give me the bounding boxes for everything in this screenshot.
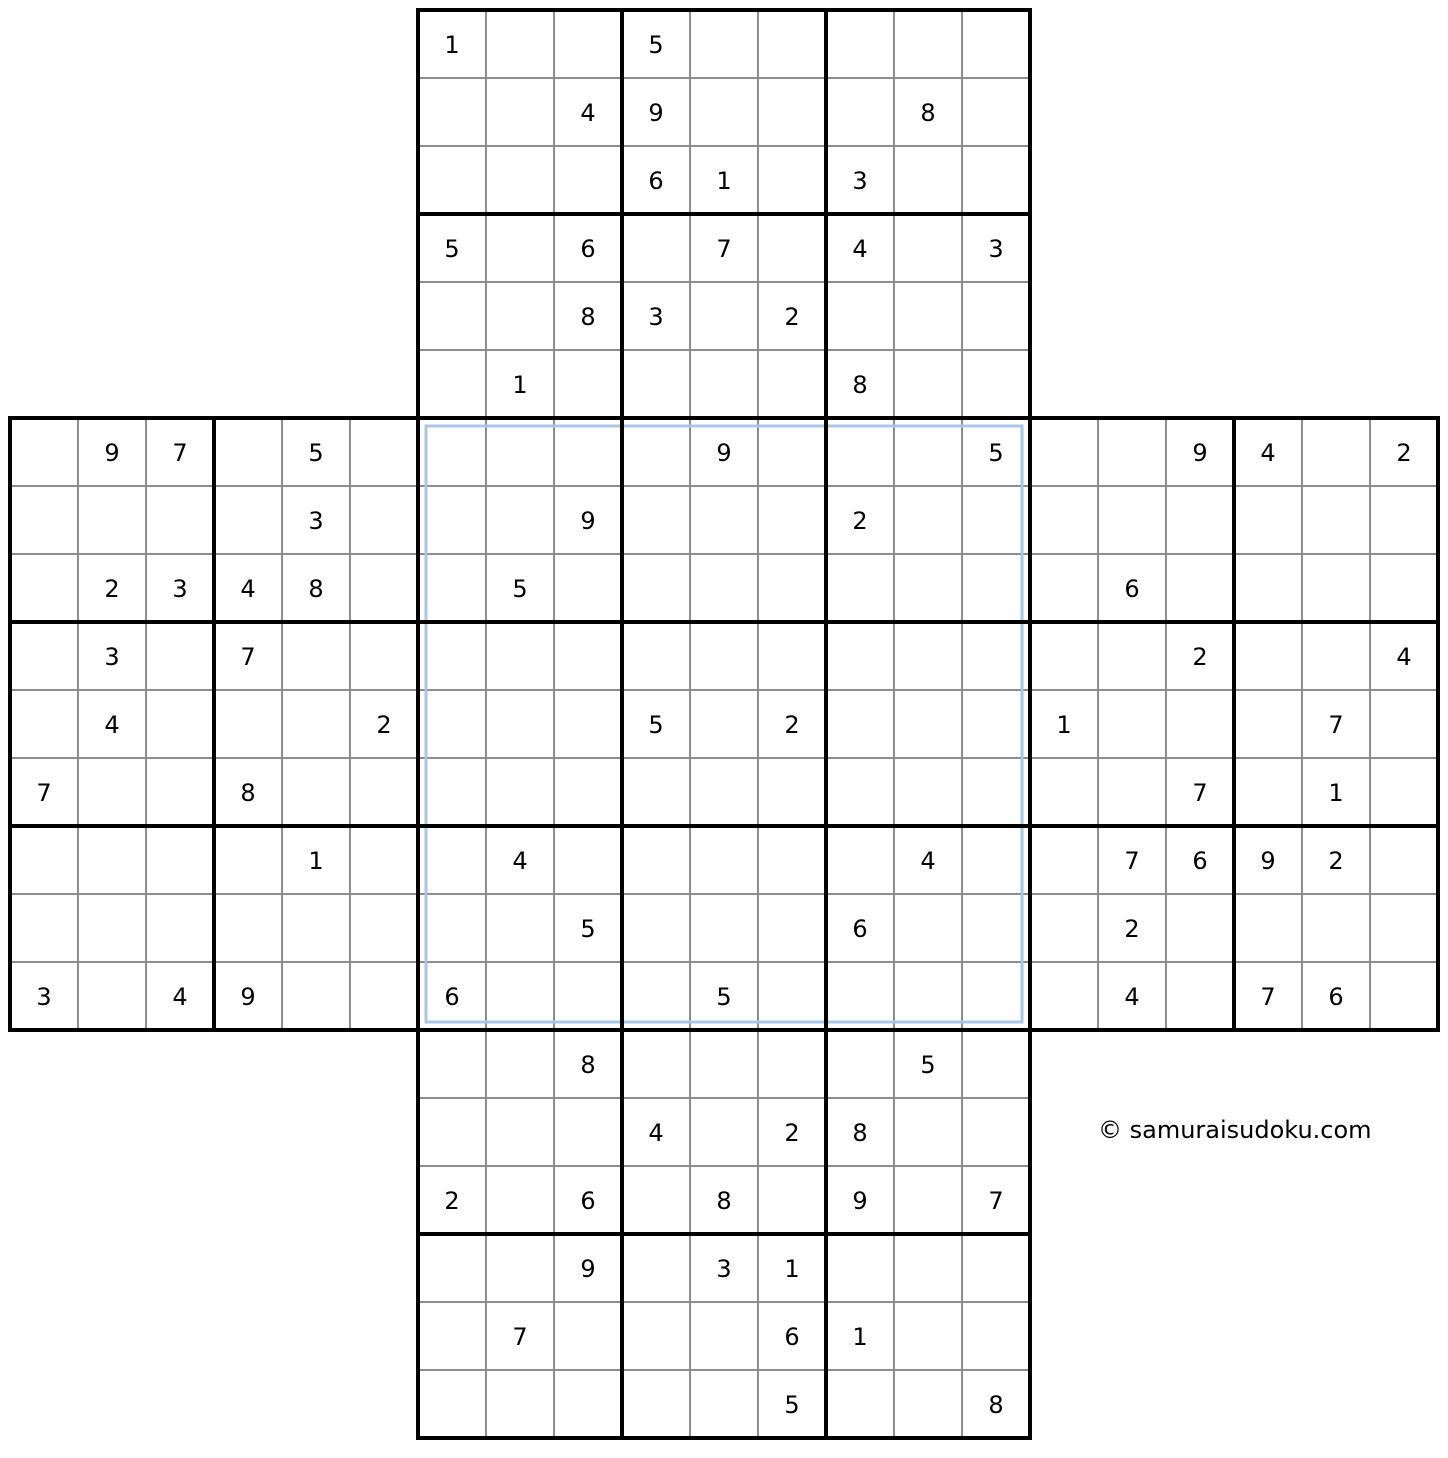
sudoku-cell[interactable]: [1030, 486, 1098, 554]
sudoku-cell[interactable]: [894, 758, 962, 826]
sudoku-cell[interactable]: [486, 486, 554, 554]
sudoku-cell[interactable]: [690, 690, 758, 758]
given-digit: 3: [104, 643, 120, 671]
sudoku-cell[interactable]: [962, 1098, 1030, 1166]
sudoku-cell[interactable]: [1234, 894, 1302, 962]
sudoku-cell[interactable]: [350, 418, 418, 486]
sudoku-cell[interactable]: [1370, 758, 1438, 826]
sudoku-cell[interactable]: [962, 554, 1030, 622]
sudoku-cell[interactable]: [826, 1234, 894, 1302]
sudoku-cell[interactable]: [1302, 894, 1370, 962]
given-digit: 5: [716, 983, 732, 1011]
sudoku-cell[interactable]: [1166, 962, 1234, 1030]
sudoku-cell[interactable]: [486, 1030, 554, 1098]
sudoku-cell[interactable]: [894, 622, 962, 690]
sudoku-cell[interactable]: [690, 78, 758, 146]
sudoku-cell[interactable]: [418, 282, 486, 350]
sudoku-cell[interactable]: [418, 418, 486, 486]
sudoku-cell[interactable]: [962, 146, 1030, 214]
sudoku-cell[interactable]: [146, 826, 214, 894]
given-digit: 6: [852, 915, 868, 943]
given-digit: 9: [852, 1187, 868, 1215]
given-digit: 2: [1396, 439, 1412, 467]
sudoku-cell[interactable]: [690, 486, 758, 554]
sudoku-cell[interactable]: [690, 1370, 758, 1438]
sudoku-cell[interactable]: [622, 758, 690, 826]
sudoku-cell[interactable]: [758, 10, 826, 78]
sudoku-cell[interactable]: [350, 758, 418, 826]
given-digit: 3: [716, 1255, 732, 1283]
sudoku-cell[interactable]: [826, 690, 894, 758]
sudoku-cell[interactable]: [962, 1234, 1030, 1302]
sudoku-cell[interactable]: [1302, 486, 1370, 554]
given-digit: 8: [580, 1051, 596, 1079]
sudoku-cell[interactable]: [962, 622, 1030, 690]
given-digit: 1: [784, 1255, 800, 1283]
sudoku-cell[interactable]: [418, 758, 486, 826]
sudoku-cell[interactable]: [894, 894, 962, 962]
sudoku-cell[interactable]: [486, 962, 554, 1030]
sudoku-cell[interactable]: [78, 894, 146, 962]
given-digit: 7: [512, 1323, 528, 1351]
sudoku-cell[interactable]: [10, 622, 78, 690]
given-digit: 7: [1124, 847, 1140, 875]
sudoku-cell[interactable]: [350, 554, 418, 622]
sudoku-cell[interactable]: [418, 622, 486, 690]
sudoku-cell[interactable]: [622, 554, 690, 622]
sudoku-cell[interactable]: [894, 1098, 962, 1166]
sudoku-cell[interactable]: [894, 282, 962, 350]
sudoku-cell[interactable]: [758, 1166, 826, 1234]
sudoku-cell[interactable]: [758, 758, 826, 826]
sudoku-cell[interactable]: [1234, 622, 1302, 690]
given-digit: 5: [648, 711, 664, 739]
sudoku-cell[interactable]: [758, 622, 826, 690]
sudoku-cell[interactable]: [1098, 418, 1166, 486]
sudoku-cell[interactable]: [350, 486, 418, 554]
sudoku-cell[interactable]: [554, 1370, 622, 1438]
sudoku-cell[interactable]: [622, 962, 690, 1030]
sudoku-cell[interactable]: [486, 1370, 554, 1438]
sudoku-cell[interactable]: [690, 1030, 758, 1098]
given-digit: 3: [988, 235, 1004, 263]
given-digit: 7: [36, 779, 52, 807]
given-digit: 4: [580, 99, 596, 127]
sudoku-cell[interactable]: [554, 826, 622, 894]
sudoku-cell[interactable]: [622, 622, 690, 690]
given-digit: 8: [852, 1119, 868, 1147]
sudoku-cell[interactable]: [554, 418, 622, 486]
sudoku-cell[interactable]: [418, 554, 486, 622]
given-digit: 4: [1396, 643, 1412, 671]
given-digit: 4: [852, 235, 868, 263]
sudoku-cell[interactable]: [1370, 962, 1438, 1030]
sudoku-cell[interactable]: [214, 690, 282, 758]
sudoku-cell[interactable]: [622, 486, 690, 554]
given-digit: 2: [104, 575, 120, 603]
given-digit: 6: [444, 983, 460, 1011]
sudoku-cell[interactable]: [486, 1234, 554, 1302]
sudoku-cell[interactable]: [962, 486, 1030, 554]
given-digit: 6: [1124, 575, 1140, 603]
sudoku-cell[interactable]: [554, 622, 622, 690]
sudoku-cell[interactable]: [894, 962, 962, 1030]
sudoku-cell[interactable]: [350, 894, 418, 962]
sudoku-cell[interactable]: [1166, 894, 1234, 962]
sudoku-cell[interactable]: [554, 350, 622, 418]
given-digit: 5: [512, 575, 528, 603]
given-digit: 4: [512, 847, 528, 875]
sudoku-cell[interactable]: [486, 78, 554, 146]
given-digit: 1: [716, 167, 732, 195]
sudoku-cell[interactable]: [78, 758, 146, 826]
sudoku-cell[interactable]: [826, 554, 894, 622]
sudoku-cell[interactable]: [894, 146, 962, 214]
sudoku-cell[interactable]: [758, 350, 826, 418]
sudoku-cell[interactable]: [690, 10, 758, 78]
sudoku-cell[interactable]: [1302, 418, 1370, 486]
given-digit: 1: [444, 31, 460, 59]
given-digit: 2: [376, 711, 392, 739]
given-digit: 9: [580, 1255, 596, 1283]
given-digit: 2: [1328, 847, 1344, 875]
sudoku-cell[interactable]: [690, 350, 758, 418]
given-digit: 5: [920, 1051, 936, 1079]
sudoku-cell[interactable]: [758, 214, 826, 282]
given-digit: 4: [104, 711, 120, 739]
sudoku-cell[interactable]: [350, 962, 418, 1030]
given-digit: 9: [580, 507, 596, 535]
given-digit: 4: [648, 1119, 664, 1147]
sudoku-cell[interactable]: [1166, 690, 1234, 758]
sudoku-cell[interactable]: [1370, 826, 1438, 894]
sudoku-cell[interactable]: [1030, 758, 1098, 826]
given-digit: 5: [784, 1391, 800, 1419]
sudoku-cell[interactable]: [690, 758, 758, 826]
sudoku-cell[interactable]: [758, 826, 826, 894]
sudoku-cell[interactable]: [894, 486, 962, 554]
sudoku-cell[interactable]: [1030, 554, 1098, 622]
sudoku-cell[interactable]: [10, 418, 78, 486]
sudoku-cell[interactable]: [962, 1030, 1030, 1098]
sudoku-cell[interactable]: [1030, 826, 1098, 894]
sudoku-cell[interactable]: [1370, 690, 1438, 758]
sudoku-cell[interactable]: [146, 622, 214, 690]
sudoku-cell[interactable]: [486, 1166, 554, 1234]
sudoku-cell[interactable]: [418, 486, 486, 554]
sudoku-cell[interactable]: [214, 826, 282, 894]
sudoku-cell[interactable]: [418, 146, 486, 214]
sudoku-cell[interactable]: [622, 1302, 690, 1370]
sudoku-cell[interactable]: [826, 962, 894, 1030]
given-digit: 8: [240, 779, 256, 807]
sudoku-cell[interactable]: [418, 350, 486, 418]
given-digit: 1: [1328, 779, 1344, 807]
sudoku-cell[interactable]: [486, 146, 554, 214]
given-digit: 6: [1328, 983, 1344, 1011]
sudoku-cell[interactable]: [826, 78, 894, 146]
sudoku-cell[interactable]: [78, 962, 146, 1030]
sudoku-cell[interactable]: [690, 826, 758, 894]
sudoku-cell[interactable]: [146, 894, 214, 962]
sudoku-cell[interactable]: [1098, 622, 1166, 690]
sudoku-cell[interactable]: [214, 486, 282, 554]
sudoku-cell[interactable]: [894, 554, 962, 622]
sudoku-cell[interactable]: [894, 1370, 962, 1438]
given-digit: 5: [648, 31, 664, 59]
sudoku-cell[interactable]: [10, 486, 78, 554]
sudoku-cell[interactable]: [1370, 486, 1438, 554]
sudoku-cell[interactable]: [758, 146, 826, 214]
given-digit: 7: [240, 643, 256, 671]
sudoku-cell[interactable]: [690, 622, 758, 690]
sudoku-cell[interactable]: [282, 690, 350, 758]
sudoku-cell[interactable]: [418, 826, 486, 894]
given-digit: 7: [988, 1187, 1004, 1215]
sudoku-cell[interactable]: [554, 1098, 622, 1166]
given-digit: 4: [1124, 983, 1140, 1011]
sudoku-cell[interactable]: [622, 1030, 690, 1098]
given-digit: 5: [988, 439, 1004, 467]
sudoku-cell[interactable]: [1370, 894, 1438, 962]
sudoku-cell[interactable]: [1234, 486, 1302, 554]
given-digit: 8: [716, 1187, 732, 1215]
sudoku-cell[interactable]: [146, 690, 214, 758]
sudoku-cell[interactable]: [554, 758, 622, 826]
sudoku-cell[interactable]: [758, 78, 826, 146]
sudoku-cell[interactable]: [554, 962, 622, 1030]
sudoku-cell[interactable]: [554, 1302, 622, 1370]
sudoku-cell[interactable]: [1302, 622, 1370, 690]
sudoku-cell[interactable]: [418, 1234, 486, 1302]
given-digit: 1: [1056, 711, 1072, 739]
sudoku-cell[interactable]: [146, 486, 214, 554]
sudoku-cell[interactable]: [214, 418, 282, 486]
given-digit: 3: [172, 575, 188, 603]
copyright-text: © samuraisudoku.com: [1098, 1116, 1372, 1144]
given-digit: 2: [1124, 915, 1140, 943]
sudoku-cell[interactable]: [894, 1166, 962, 1234]
sudoku-cell[interactable]: [282, 962, 350, 1030]
sudoku-cell[interactable]: [10, 894, 78, 962]
given-digit: 2: [1192, 643, 1208, 671]
sudoku-cell[interactable]: [1302, 554, 1370, 622]
sudoku-cell[interactable]: [78, 826, 146, 894]
sudoku-cell[interactable]: [282, 758, 350, 826]
sudoku-cell[interactable]: [826, 826, 894, 894]
given-digit: 1: [308, 847, 324, 875]
sudoku-cell[interactable]: [962, 690, 1030, 758]
sudoku-cell[interactable]: [826, 622, 894, 690]
given-digit: 7: [1192, 779, 1208, 807]
sudoku-cell[interactable]: [350, 826, 418, 894]
sudoku-cell[interactable]: [10, 690, 78, 758]
given-digit: 7: [1260, 983, 1276, 1011]
given-digit: 9: [1192, 439, 1208, 467]
given-digit: 5: [580, 915, 596, 943]
sudoku-cell[interactable]: [418, 1302, 486, 1370]
given-digit: 6: [784, 1323, 800, 1351]
sudoku-cell[interactable]: [622, 1234, 690, 1302]
given-digit: 4: [240, 575, 256, 603]
sudoku-cell[interactable]: [962, 10, 1030, 78]
sudoku-cell[interactable]: [418, 1030, 486, 1098]
given-digit: 8: [580, 303, 596, 331]
given-digit: 7: [716, 235, 732, 263]
sudoku-cell[interactable]: [486, 214, 554, 282]
sudoku-cell[interactable]: [1098, 758, 1166, 826]
sudoku-cell[interactable]: [486, 418, 554, 486]
given-digit: 8: [852, 371, 868, 399]
sudoku-cell[interactable]: [1030, 894, 1098, 962]
sudoku-cell[interactable]: [1098, 486, 1166, 554]
sudoku-cell[interactable]: [10, 554, 78, 622]
sudoku-cell[interactable]: [1234, 758, 1302, 826]
given-digit: 2: [852, 507, 868, 535]
given-digit: 4: [172, 983, 188, 1011]
sudoku-cell[interactable]: [962, 826, 1030, 894]
given-digit: 4: [1260, 439, 1276, 467]
given-digit: 2: [784, 303, 800, 331]
sudoku-cell[interactable]: [486, 894, 554, 962]
sudoku-cell[interactable]: [554, 554, 622, 622]
sudoku-cell[interactable]: [758, 418, 826, 486]
sudoku-cell[interactable]: [282, 894, 350, 962]
given-digit: 5: [444, 235, 460, 263]
sudoku-cell[interactable]: [826, 418, 894, 486]
sudoku-cell[interactable]: [418, 894, 486, 962]
given-digit: 6: [648, 167, 664, 195]
sudoku-cell[interactable]: [622, 1370, 690, 1438]
given-digit: 2: [784, 711, 800, 739]
sudoku-cell[interactable]: [1166, 486, 1234, 554]
given-digit: 4: [920, 847, 936, 875]
sudoku-cell[interactable]: [418, 1098, 486, 1166]
given-digit: 1: [512, 371, 528, 399]
given-digit: 3: [648, 303, 664, 331]
sudoku-cell[interactable]: [1030, 622, 1098, 690]
sudoku-cell[interactable]: [486, 1098, 554, 1166]
given-digit: 5: [308, 439, 324, 467]
sudoku-cell[interactable]: [894, 10, 962, 78]
sudoku-cell[interactable]: [622, 894, 690, 962]
given-digit: 9: [648, 99, 664, 127]
sudoku-cell[interactable]: [350, 622, 418, 690]
given-digit: 6: [580, 235, 596, 263]
sudoku-cell[interactable]: [894, 690, 962, 758]
sudoku-cell[interactable]: [690, 554, 758, 622]
sudoku-cell[interactable]: [622, 350, 690, 418]
sudoku-cell[interactable]: [758, 894, 826, 962]
sudoku-cell[interactable]: [894, 1302, 962, 1370]
sudoku-cell[interactable]: [826, 1030, 894, 1098]
sudoku-cell[interactable]: [1098, 690, 1166, 758]
sudoku-cell[interactable]: [486, 10, 554, 78]
sudoku-cell[interactable]: [962, 894, 1030, 962]
given-digit: 3: [36, 983, 52, 1011]
given-digit: 9: [1260, 847, 1276, 875]
sudoku-cell[interactable]: [758, 554, 826, 622]
sudoku-cell[interactable]: [894, 1234, 962, 1302]
sudoku-cell[interactable]: [554, 10, 622, 78]
sudoku-cell[interactable]: [1234, 554, 1302, 622]
sudoku-cell[interactable]: [962, 1302, 1030, 1370]
sudoku-cell[interactable]: [418, 690, 486, 758]
sudoku-cell[interactable]: [894, 418, 962, 486]
sudoku-cell[interactable]: [146, 758, 214, 826]
sudoku-cell[interactable]: [962, 350, 1030, 418]
sudoku-cell[interactable]: [894, 350, 962, 418]
sudoku-cell[interactable]: [418, 78, 486, 146]
sudoku-cell[interactable]: [282, 622, 350, 690]
sudoku-cell[interactable]: [1370, 554, 1438, 622]
sudoku-cell[interactable]: [894, 214, 962, 282]
sudoku-cell[interactable]: [690, 282, 758, 350]
sudoku-cell[interactable]: [826, 1370, 894, 1438]
given-digit: 6: [580, 1187, 596, 1215]
sudoku-cell[interactable]: [1234, 690, 1302, 758]
given-digit: 3: [308, 507, 324, 535]
sudoku-cell[interactable]: [690, 1098, 758, 1166]
sudoku-cell[interactable]: [758, 962, 826, 1030]
sudoku-cell[interactable]: [962, 282, 1030, 350]
sudoku-cell[interactable]: [1030, 962, 1098, 1030]
given-digit: 9: [716, 439, 732, 467]
sudoku-cell[interactable]: [826, 758, 894, 826]
sudoku-cell[interactable]: [486, 622, 554, 690]
sudoku-cell[interactable]: [1166, 554, 1234, 622]
sudoku-cell[interactable]: [622, 1166, 690, 1234]
given-digit: 8: [308, 575, 324, 603]
sudoku-cell[interactable]: [962, 758, 1030, 826]
given-digit: 6: [1192, 847, 1208, 875]
sudoku-cell[interactable]: [826, 10, 894, 78]
sudoku-cell[interactable]: [1030, 418, 1098, 486]
sudoku-cell[interactable]: [690, 1302, 758, 1370]
given-digit: 1: [852, 1323, 868, 1351]
given-digit: 8: [920, 99, 936, 127]
sudoku-cell[interactable]: [622, 214, 690, 282]
given-digit: 7: [1328, 711, 1344, 739]
sudoku-cell[interactable]: [554, 146, 622, 214]
sudoku-cell[interactable]: [78, 486, 146, 554]
sudoku-cell[interactable]: [214, 894, 282, 962]
sudoku-cell[interactable]: [962, 78, 1030, 146]
sudoku-cell[interactable]: [690, 894, 758, 962]
given-digit: 2: [444, 1187, 460, 1215]
sudoku-cell[interactable]: [554, 690, 622, 758]
given-digit: 9: [240, 983, 256, 1011]
given-digit: 2: [784, 1119, 800, 1147]
sudoku-cell[interactable]: [486, 758, 554, 826]
sudoku-cell[interactable]: [622, 418, 690, 486]
sudoku-cell[interactable]: [10, 826, 78, 894]
sudoku-cell[interactable]: [826, 282, 894, 350]
sudoku-cell[interactable]: [486, 282, 554, 350]
sudoku-cell[interactable]: [758, 486, 826, 554]
sudoku-cell[interactable]: [486, 690, 554, 758]
given-digit: 9: [104, 439, 120, 467]
given-digit: 8: [988, 1391, 1004, 1419]
sudoku-cell[interactable]: [758, 1030, 826, 1098]
given-digit: 3: [852, 167, 868, 195]
sudoku-cell[interactable]: [622, 826, 690, 894]
sudoku-cells: [10, 10, 1438, 1438]
sudoku-cell[interactable]: [418, 1370, 486, 1438]
given-digit: 7: [172, 439, 188, 467]
sudoku-cell[interactable]: [962, 962, 1030, 1030]
